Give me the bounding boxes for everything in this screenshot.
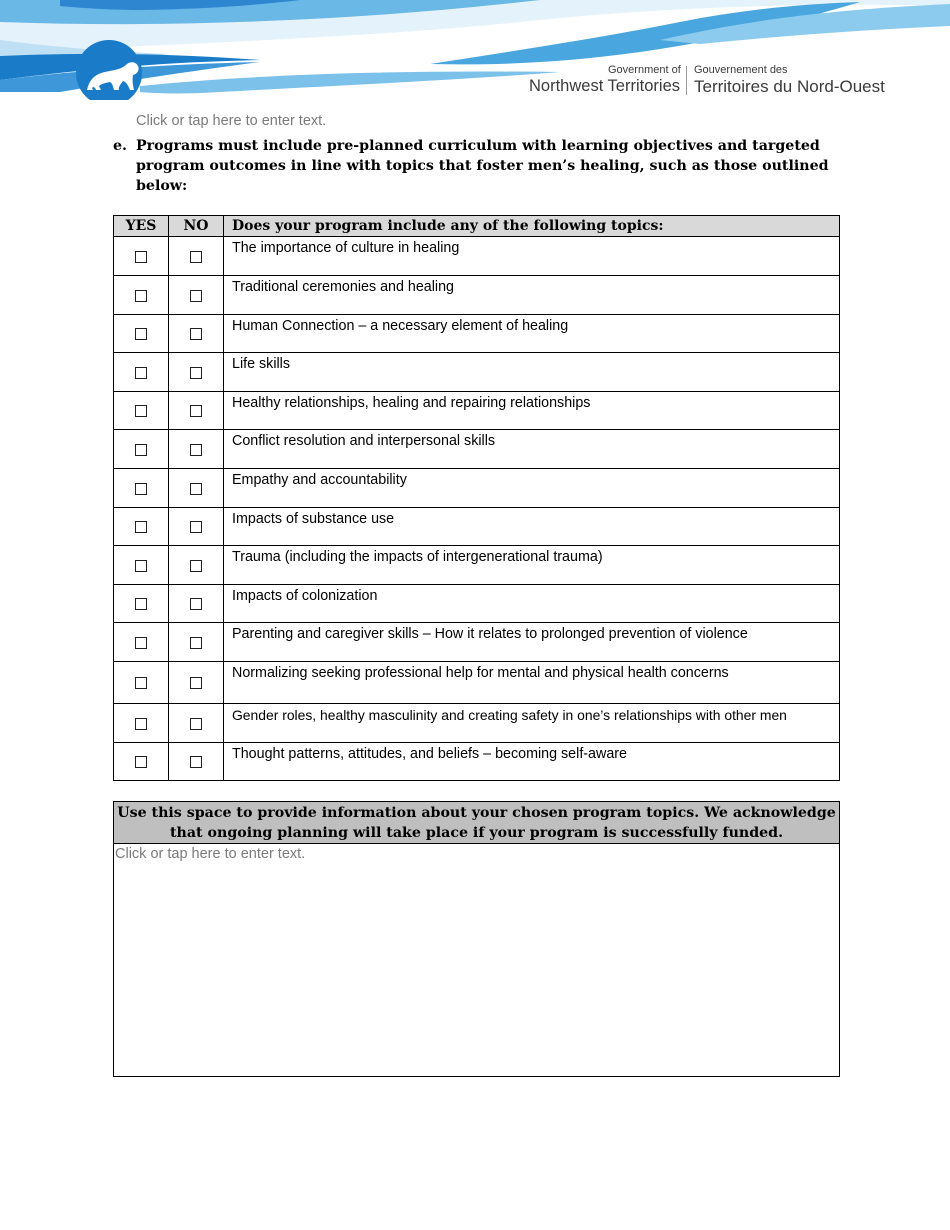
no-checkbox[interactable] (190, 521, 202, 533)
no-checkbox[interactable] (190, 560, 202, 572)
yes-cell (114, 392, 169, 430)
table-row (114, 392, 840, 430)
yes-cell (114, 276, 169, 315)
no-cell (169, 662, 224, 704)
yes-cell (114, 469, 169, 508)
no-cell (169, 546, 224, 585)
yes-checkbox[interactable] (135, 560, 147, 572)
no-checkbox[interactable] (190, 251, 202, 263)
no-checkbox[interactable] (190, 444, 202, 456)
gouvernement-des-label: Gouvernement des (694, 64, 788, 76)
no-cell (169, 623, 224, 662)
item-text: Programs must include pre-planned curriculum with learning objectives and targeted program outcomes in line with topics that foster men’s healing, such as those outlined below: (136, 138, 829, 194)
no-cell (169, 237, 224, 276)
yes-cell (114, 237, 169, 276)
yes-checkbox[interactable] (135, 483, 147, 495)
yes-checkbox[interactable] (135, 290, 147, 302)
no-checkbox[interactable] (190, 756, 202, 768)
yes-checkbox[interactable] (135, 598, 147, 610)
topic-label: Conflict resolution and interpersonal skills (224, 430, 840, 469)
no-cell (169, 585, 224, 623)
no-cell (169, 469, 224, 508)
yes-cell (114, 430, 169, 469)
program-topics-info-table (113, 801, 840, 1077)
topic-label: Empathy and accountability (224, 469, 840, 508)
topic-label: Impacts of substance use (224, 508, 840, 546)
no-checkbox[interactable] (190, 405, 202, 417)
yes-checkbox[interactable] (135, 444, 147, 456)
no-cell (169, 743, 224, 781)
table-row (114, 469, 840, 508)
table-row (114, 743, 840, 781)
yes-cell (114, 508, 169, 546)
item-e-instructions (113, 136, 833, 196)
item-letter: e. (113, 138, 127, 154)
no-cell (169, 704, 224, 743)
topic-label: Traditional ceremonies and healing (224, 276, 840, 315)
yes-checkbox[interactable] (135, 677, 147, 689)
table-row (114, 430, 840, 469)
table-row (114, 315, 840, 353)
no-checkbox[interactable] (190, 328, 202, 340)
topic-label: Healthy relationships, healing and repairing relationships (224, 392, 840, 430)
table-row (114, 704, 840, 743)
yes-cell (114, 546, 169, 585)
yes-checkbox[interactable] (135, 328, 147, 340)
table-row (114, 237, 840, 276)
no-cell (169, 276, 224, 315)
table-row (114, 623, 840, 662)
topic-label: Parenting and caregiver skills – How it relates to prolonged prevention of violence (224, 623, 840, 662)
no-checkbox[interactable] (190, 483, 202, 495)
yes-cell (114, 662, 169, 704)
logo-divider (686, 66, 687, 95)
yes-checkbox[interactable] (135, 637, 147, 649)
no-checkbox[interactable] (190, 367, 202, 379)
no-cell (169, 392, 224, 430)
government-of-label: Government of (608, 64, 681, 76)
topic-label: The importance of culture in healing (224, 237, 840, 276)
no-column-header: NO (169, 216, 224, 237)
yes-checkbox[interactable] (135, 251, 147, 263)
no-checkbox[interactable] (190, 718, 202, 730)
topic-label: Human Connection – a necessary element of healing (224, 315, 840, 353)
yes-checkbox[interactable] (135, 405, 147, 417)
no-checkbox[interactable] (190, 598, 202, 610)
text-entry-placeholder[interactable]: Click or tap here to enter text. (136, 113, 327, 129)
yes-checkbox[interactable] (135, 718, 147, 730)
yes-cell (114, 585, 169, 623)
no-cell (169, 353, 224, 392)
table-header-row (114, 216, 840, 237)
topic-label: Normalizing seeking professional help for mental and physical health concerns (224, 662, 840, 704)
topic-label: Thought patterns, attitudes, and beliefs – becoming self-aware (224, 743, 840, 781)
yes-cell (114, 315, 169, 353)
yes-checkbox[interactable] (135, 521, 147, 533)
yes-cell (114, 623, 169, 662)
topics-table (113, 215, 840, 781)
yes-cell (114, 743, 169, 781)
table-row (114, 508, 840, 546)
government-logo (528, 64, 888, 98)
table-row (114, 585, 840, 623)
no-cell (169, 508, 224, 546)
topic-column-header: Does your program include any of the following topics: (224, 216, 840, 237)
no-checkbox[interactable] (190, 637, 202, 649)
territoires-nord-ouest-label: Territoires du Nord-Ouest (694, 77, 885, 96)
table-row (114, 546, 840, 585)
yes-checkbox[interactable] (135, 367, 147, 379)
yes-checkbox[interactable] (135, 756, 147, 768)
program-topics-text-field[interactable]: Click or tap here to enter text. (114, 844, 840, 1077)
table-row (114, 353, 840, 392)
yes-column-header: YES (114, 216, 169, 237)
yes-cell (114, 353, 169, 392)
no-cell (169, 430, 224, 469)
info-heading: Use this space to provide information about your chosen program topics. We acknowledge that ongoing planning will take place if your program is successfully funded. (114, 802, 840, 844)
table-row (114, 662, 840, 704)
no-cell (169, 315, 224, 353)
no-checkbox[interactable] (190, 290, 202, 302)
topic-label: Life skills (224, 353, 840, 392)
yes-cell (114, 704, 169, 743)
topic-label: Trauma (including the impacts of intergenerational trauma) (224, 546, 840, 585)
no-checkbox[interactable] (190, 677, 202, 689)
topic-label: Gender roles, healthy masculinity and creating safety in one’s relationships with other men (224, 704, 840, 743)
topic-label: Impacts of colonization (224, 585, 840, 623)
northwest-territories-label: Northwest Territories (529, 77, 680, 95)
table-row (114, 276, 840, 315)
